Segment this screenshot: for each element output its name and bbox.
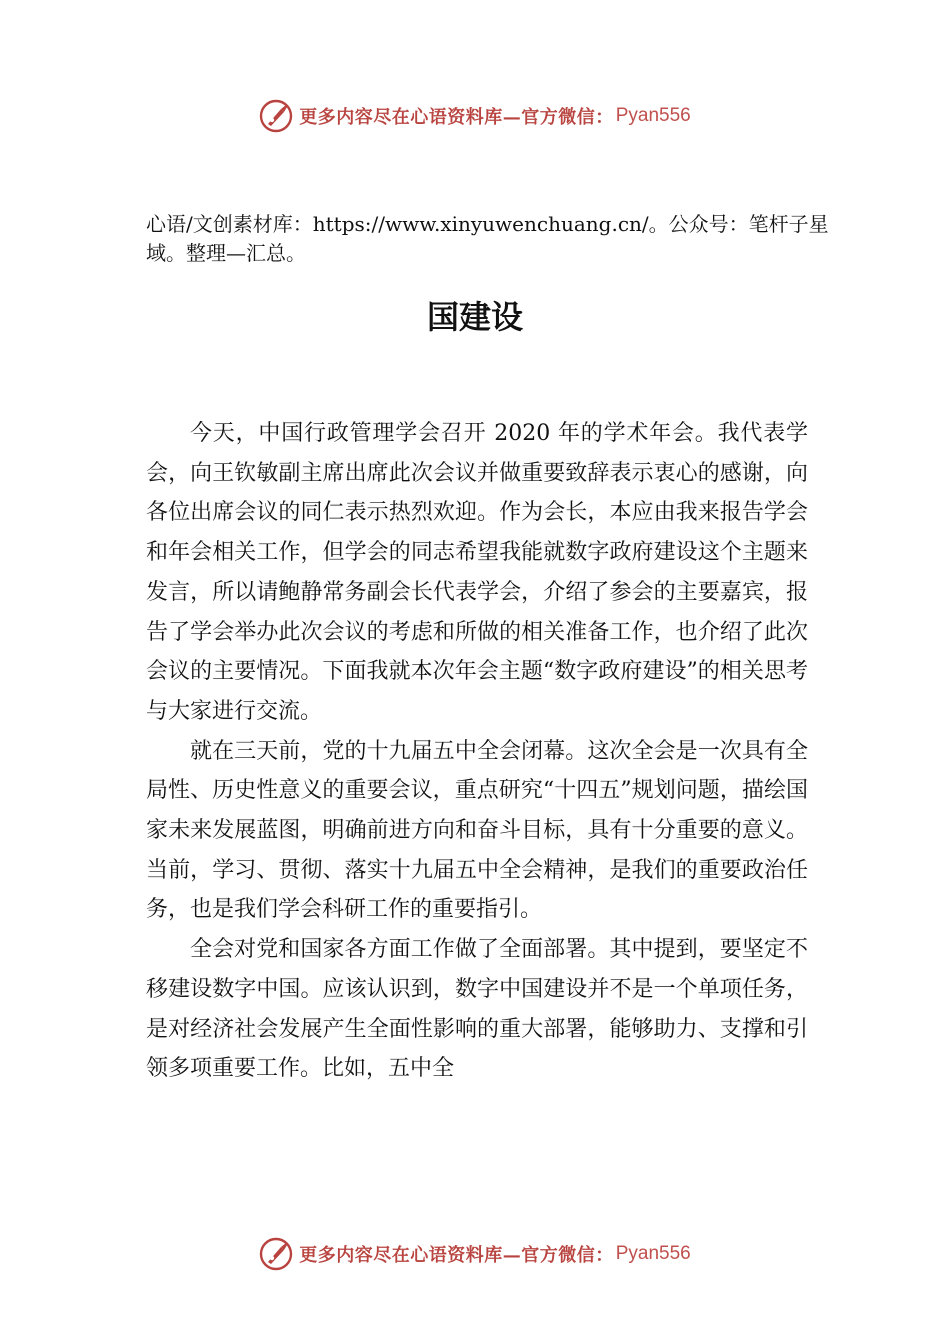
header-banner-text: 更多内容尽在心语资料库—官方微信： xyxy=(299,107,614,128)
footer-banner-text: 更多内容尽在心语资料库—官方微信： xyxy=(299,1245,614,1266)
source-note: 心语/文创素材库：https://www.xinyuwenchuang.cn/。公众号：笔杆子星域。整理—汇总。 xyxy=(146,212,829,265)
pen-nib-logo-icon xyxy=(259,1237,293,1271)
paragraph: 今天，中国行政管理学会召开 2020 年的学术年会。我代表学会，向王钦敏副主席出席此次会议并做重要致辞表示衷心的感谢，向各位出席会议的同仁表示热烈欢迎。作为会长，本应由我来报告学会和年会相关工作，但学会的同志希望我能就数字政府建设这个主题来发言，所以请鲍静常务副会长代表学会，介绍了参会的主要嘉宾，报告了学会举办此次会议的考虑和所做的相关准备工作，也介绍了此次会议的主要情况。下面我就本次年会主题“数字政府建设”的相关思考与大家进行交流。 xyxy=(146,421,808,724)
footer-wechat-id: Pyan556 xyxy=(615,1243,691,1264)
paragraph: 全会对党和国家各方面工作做了全面部署。其中提到，要坚定不移建设数字中国。应该认识到，数字中国建设并不是一个单项任务，是对经济社会发展产生全面性影响的重大部署，能够助力、支撑和引领多项重要工作。比如，五中全 xyxy=(146,937,808,1082)
paragraph: 就在三天前，党的十九届五中全会闭幕。这次全会是一次具有全局性、历史性意义的重要会议，重点研究“十四五”规划问题，描绘国家未来发展蓝图，明确前进方向和奋斗目标，具有十分重要的意义。当前，学习、贯彻、落实十九届五中全会精神，是我们的重要政治任务，也是我们学会科研工作的重要指引。 xyxy=(146,738,808,923)
header-banner xyxy=(0,96,950,136)
pen-nib-logo-icon xyxy=(259,99,293,133)
document-body xyxy=(146,414,808,1089)
footer-banner xyxy=(0,1234,950,1274)
header-wechat-id: Pyan556 xyxy=(615,105,691,126)
document-title: 国建设 xyxy=(426,298,523,336)
